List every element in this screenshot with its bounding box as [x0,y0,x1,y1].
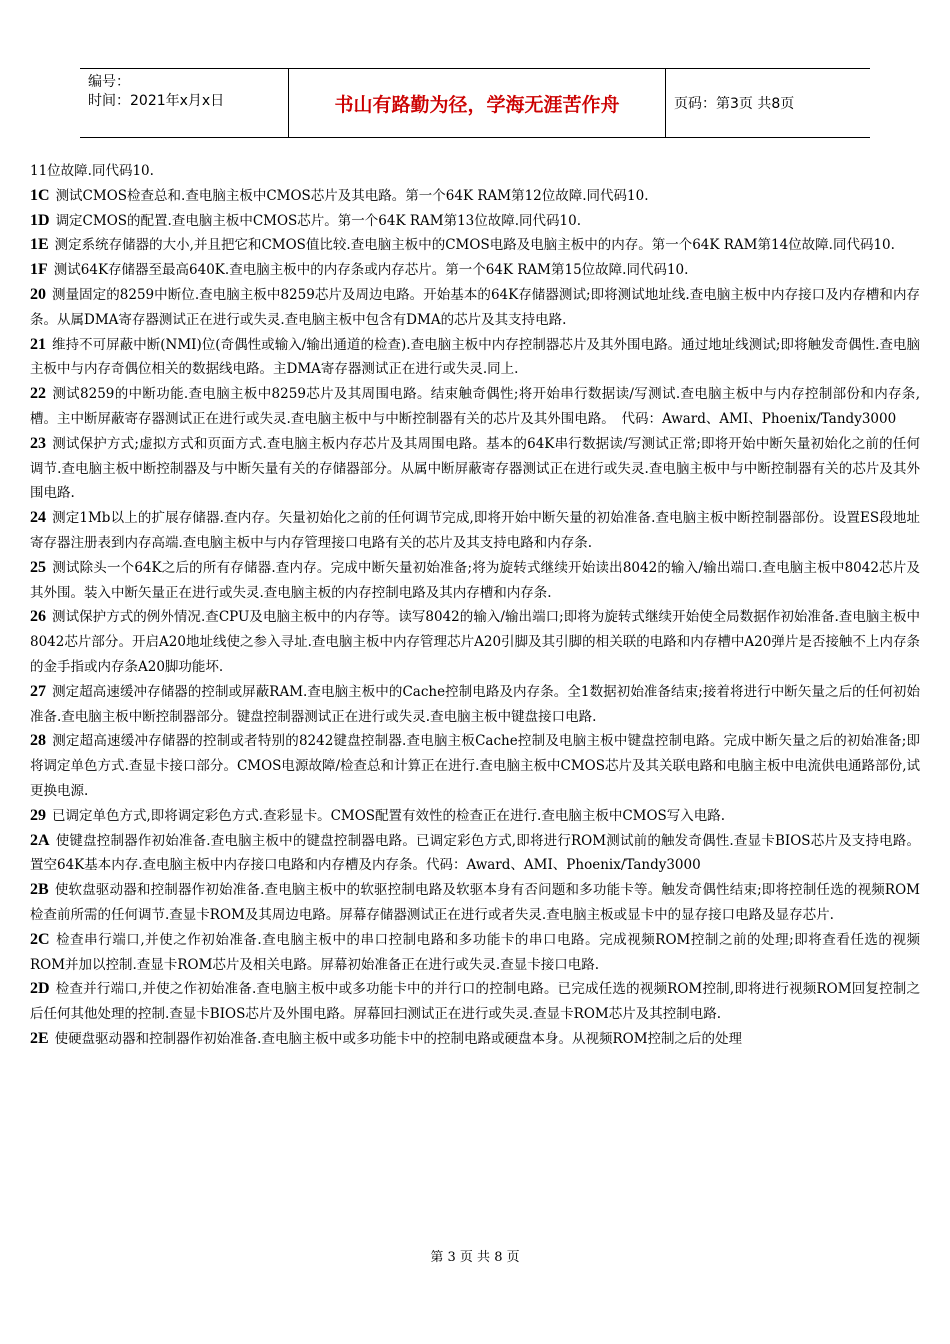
entry-text: 测试保护方式的例外情况.查CPU及电脑主板中的内存等。读写8042的输入/输出端口;即将为旋转式继续开始使全局数据作初始准备.查电脑主板中8042芯片部分。开启A20地址线使之参入寻址.查电脑主板中内存管理芯片A20引脚及其引脚的相关联的电路和内存槽中A20弹片是否接触不上内存条的金手指或内存条A20脚功能坏. [30,609,920,675]
code-entry [30,209,920,234]
entry-code: 23 [30,434,46,452]
entry-text: 测试保护方式;虚拟方式和页面方式.查电脑主板内存芯片及其周围电路。基本的64K串行数据读/写测试正常;即将开始中断矢量初始化之前的任何调节.查电脑主板中断控制器及与中断矢量有关的存储器部分。从属中断屏蔽寄存器测试正在进行或失灵.查电脑主板中与中断控制器有关的芯片及其外围电路. [30,435,920,502]
code-entry [30,233,920,258]
entry-text: 测量固定的8259中断位.查电脑主板中8259芯片及周边电路。开始基本的64K存储器测试;即将测试地址线.查电脑主板中内存接口及内存槽和内存条。从属DMA寄存器测试正在进行或失灵.查电脑主板中包含有DMA的芯片及其支持电路. [30,286,920,328]
entry-code: 26 [30,608,46,626]
document-number-label: 编号： [88,74,130,90]
entry-code: 2D [30,980,50,998]
code-entry [30,333,920,383]
code-entry [30,506,920,556]
entry-text: 测试CMOS检查总和.查电脑主板中CMOS芯片及其电路。第一个64K RAM第12位故障.同代码10. [55,187,649,204]
entry-text: 测定1Mb以上的扩展存储器.查内存。矢量初始化之前的任何调节完成,即将开始中断矢量的初始准备.查电脑主板中断控制器部份。设置ES段地址寄存器注册表到内存高端.查电脑主板中与内存管理接口电路有关的芯片及其支持电路和内存条. [30,510,920,551]
code-entry-list [30,184,920,1052]
code-entry [30,680,920,730]
entry-code: 2A [30,831,50,849]
entry-code: 24 [30,509,46,527]
entry-code: 28 [30,732,46,750]
header-motto: 书山有路勤为径，学海无涯苦作舟 [289,69,666,137]
code-entry [30,928,920,978]
entry-text: 测试8259的中断功能.查电脑主板中8259芯片及其周围电路。结束触奇偶性;将开始串行数据读/写测试.查电脑主板中与内存控制部份和内存条,槽。主中断屏蔽寄存器测试正在进行或失灵.查电脑主板中与中断控制器有关的芯片及其外围电路。 代码：Award、AMI、Phoenix/Tandy3000 [30,386,920,427]
code-entry [30,1027,920,1052]
code-entry [30,258,920,283]
document-date-label: 时间：2021年x月x日 [88,93,225,109]
code-entry [30,283,920,333]
entry-code: 1F [30,261,48,279]
code-entry [30,382,920,432]
entry-text: 已调定单色方式,即将调定彩色方式.查彩显卡。CMOS配置有效性的检查正在进行.查电脑主板中CMOS写入电路. [52,807,726,824]
entry-text: 测定超高速缓冲存储器的控制或屏蔽RAM.查电脑主板中的Cache控制电路及内存条。全1数据初始准备结束;接着将进行中断矢量之后的任何初始准备.查电脑主板中断控制器部分。键盘控制器测试正在进行或失灵.查电脑主板中键盘接口电路. [30,683,920,725]
code-entry [30,804,920,829]
entry-text: 测定系统存储器的大小,并且把它和CMOS值比较.查电脑主板中的CMOS电路及电脑主板中的内存。第一个64K RAM第14位故障.同代码10. [54,237,895,254]
code-entry [30,605,920,679]
code-entry [30,432,920,506]
document-body [30,159,920,1052]
entry-code: 21 [30,335,46,353]
code-entry [30,829,920,879]
entry-text: 调定CMOS的配置.查电脑主板中CMOS芯片。第一个64K RAM第13位故障.同代码10. [55,212,582,229]
entry-code: 1D [30,211,50,229]
page-header [80,68,870,138]
entry-code: 20 [30,285,46,303]
entry-code: 1C [30,186,50,204]
entry-text: 使键盘控制器作初始准备.查电脑主板中的键盘控制器电路。已调定彩色方式,即将进行ROM测试前的触发奇偶性.查显卡BIOS芯片及支持电路。置空64K基本内存.查电脑主板中内存接口电路和内存槽及内存条。代码：Award、AMI、Phoenix/Tandy3000 [30,832,920,874]
entry-code: 22 [30,385,46,403]
entry-text: 测试除头一个64K之后的所有存储器.查内存。完成中断矢量初始准备;将为旋转式继续开始读出8042的输入/输出端口.查电脑主板中8042芯片及其外围。装入中断矢量正在进行或失灵.查电脑主板的内存控制电路及其内存槽和内存条. [30,559,920,601]
entry-code: 25 [30,558,46,576]
code-entry [30,556,920,606]
code-entry [30,977,920,1027]
code-entry [30,878,920,928]
entry-code: 27 [30,682,46,700]
header-meta [80,69,289,137]
entry-code: 2C [30,930,50,948]
entry-code: 29 [30,806,46,824]
continued-line: 11位故障.同代码10. [30,163,154,179]
entry-text: 检查并行端口,并使之作初始准备.查电脑主板中或多功能卡中的并行口的控制电路。已完成任选的视频ROM控制,即将进行视频ROM回复控制之后任何其他处理的控制.查显卡BIOS芯片及外围电路。屏幕回扫测试正在进行或失灵.查显卡ROM芯片及其控制电路. [30,981,920,1023]
code-entry [30,729,920,803]
entry-code: 2E [30,1029,49,1047]
entry-text: 测定超高速缓冲存储器的控制或者特别的8242键盘控制器.查电脑主板Cache控制及电脑主板中键盘控制电路。完成中断矢量之后的初始准备;即将调定单色方式.查显卡接口部分。CMOS电源故障/检查总和计算正在进行.查电脑主板中CMOS芯片及其关联电路和电脑主板中电流供电通路部份,试更换电源. [30,733,920,799]
code-entry [30,184,920,209]
entry-text: 测试64K存储器至最高640K.查电脑主板中的内存条或内存芯片。第一个64K RAM第15位故障.同代码10. [53,262,689,279]
page-footer: 第 3 页 共 8 页 [430,1250,520,1265]
entry-text: 使硬盘驱动器和控制器作初始准备.查电脑主板中或多功能卡中的控制电路或硬盘本身。从视频ROM控制之后的处理 [54,1030,743,1047]
entry-text: 维持不可屏蔽中断(NMI)位(奇偶性或输入/输出通道的检查).查电脑主板中内存控制器芯片及其外围电路。通过地址线测试;即将触发奇偶性.查电脑主板中与内存奇偶位相关的数据线电路。主DMA寄存器测试正在进行或失灵.同上. [30,336,920,378]
entry-code: 1E [30,236,49,254]
entry-text: 使软盘驱动器和控制器作初始准备.查电脑主板中的软驱控制电路及软驱本身有否问题和多功能卡等。触发奇偶性结束;即将控制任选的视频ROM检查前所需的任何调节.查显卡ROM及其周边电路。屏幕存储器测试正在进行或者失灵.查电脑主板或显卡中的显存接口电路及显存芯片. [30,882,920,923]
entry-text: 检查串行端口,并使之作初始准备.查电脑主板中的串口控制电路和多功能卡的串口电路。完成视频ROM控制之前的处理;即将查看任选的视频ROM并加以控制.查显卡ROM芯片及相关电路。屏幕初始准备正在进行或失灵.查显卡接口电路. [30,931,920,973]
header-page-info: 页码：第3页 共8页 [674,96,795,112]
entry-code: 2B [30,881,49,899]
